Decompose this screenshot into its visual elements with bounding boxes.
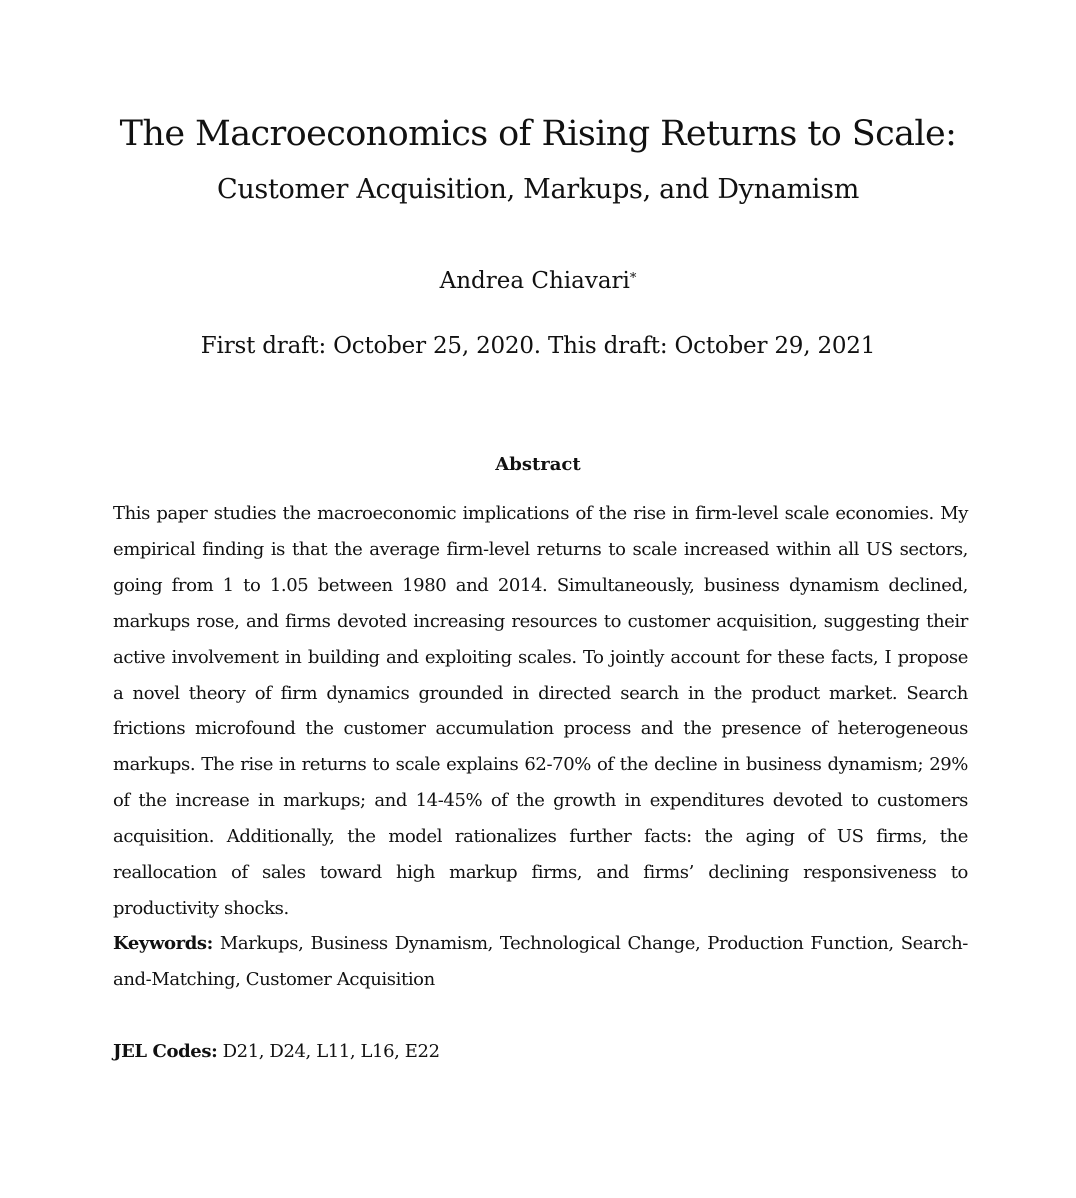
- keywords-text: Markups, Business Dynamism, Technological Change, Production Function, Search-and-Matching, Customer Acquisition: [113, 933, 968, 990]
- jel-codes-line: [113, 1034, 968, 1070]
- paper-subtitle: Customer Acquisition, Markups, and Dynamism: [216, 174, 860, 205]
- keywords-line: [113, 926, 968, 998]
- abstract-heading: Abstract: [495, 454, 581, 475]
- paper-title: The Macroeconomics of Rising Returns to Scale:: [119, 114, 957, 154]
- author-footnote-mark: *: [629, 271, 637, 286]
- jel-codes-text: D21, D24, L11, L16, E22: [222, 1041, 440, 1062]
- keywords-label: Keywords:: [113, 933, 213, 954]
- author-line: [0, 266, 1076, 296]
- author-name: Andrea Chiavari: [439, 268, 630, 294]
- draft-dates: First draft: October 25, 2020. This draft: October 29, 2021: [200, 333, 876, 359]
- abstract-text: This paper studies the macroeconomic implications of the rise in firm-level scale economies. My empirical finding is that the average firm-level returns to scale increased within all US sectors, going from 1 to 1.05 between 1980 and 2014. Simultaneously, business dynamism declined, markups rose, and firms devoted increasing resources to customer acquisition, suggesting their active involvement in building and exploiting scales. To jointly account for these facts, I propose a novel theory of firm dynamics grounded in directed search in the product market. Search frictions microfound the customer accumulation process and the presence of heterogeneous markups. The rise in returns to scale explains 62-70% of the decline in business dynamism; 29% of the increase in markups; and 14-45% of the growth in expenditures devoted to customers acquisition. Additionally, the model rationalizes further facts: the aging of US firms, the reallocation of sales toward high markup firms, and firms’ declining responsiveness to productivity shocks.: [113, 503, 968, 919]
- jel-codes-label: JEL Codes:: [113, 1041, 218, 1062]
